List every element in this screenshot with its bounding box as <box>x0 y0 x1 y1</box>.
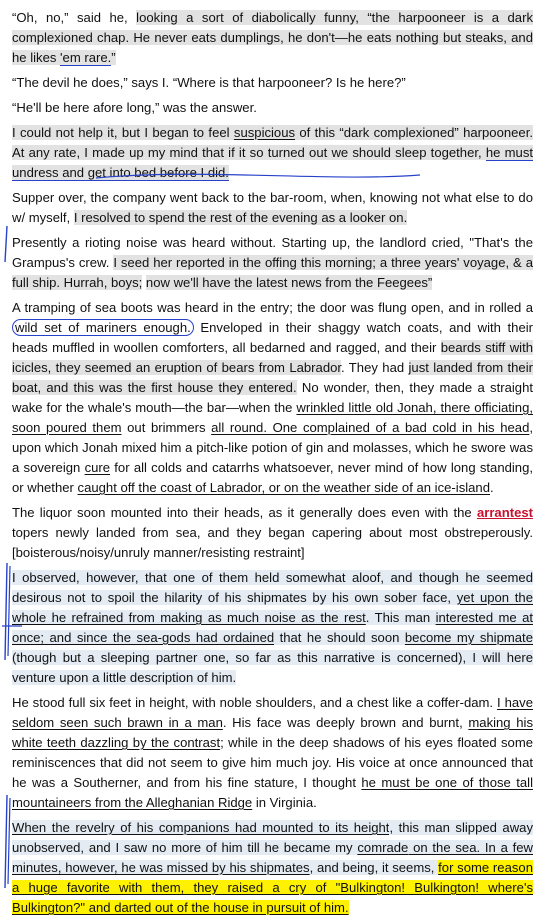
p6-gray-highlight-2: now we'll have the latest news from the Feegees” <box>145 275 433 290</box>
p1-text: “Oh, no,” said he, <box>12 10 137 25</box>
p11-blue-highlight: , this man slipped away unobserved, and I saw no more of him till he became my <box>12 820 533 855</box>
p1-pen-underline: 'em rare. <box>60 50 112 65</box>
p10-underlined: I have seldom seen such brawn in a man <box>12 695 533 730</box>
p7-gray-highlight: beards stiff with icicles, they seemed an eruption of bears from Labrador <box>12 340 533 375</box>
paragraph-1 <box>12 8 533 68</box>
p9-underlined: yet upon the whole he refrained from making as much noise as the rest <box>12 590 533 625</box>
p9-blue-highlight-2: . This man <box>365 610 436 625</box>
p7-underlined: wrinkled little old Jonah, there officiating, soon poured them <box>12 400 534 435</box>
p9-blue-highlight-4: (though but a sleeping partner one, so far as this narrative is concerned), I will here venture upon a little description of him. <box>12 650 533 685</box>
p7-underlined-2: all round. One complained of a bad cold in his head <box>211 420 530 435</box>
p8-text-2: topers newly landed from sea, and they began capering about most obstreperously. [boisterous/noisy/unruly manner/resisting restraint] <box>12 525 533 560</box>
p11-blue-highlight-2: , and being, it seems, <box>309 860 439 875</box>
p7-text-3: . They had <box>341 360 409 375</box>
p10-underlined-3: he must be one of those tall mountaineers from the Alleghanian Ridge <box>12 775 533 810</box>
p7-gray-highlight-2: just landed from their boat, and this was the first house they entered. <box>12 360 533 395</box>
paragraph-10 <box>12 693 533 813</box>
p9-blue-highlight-3: that he should soon <box>274 630 405 645</box>
paragraph-4 <box>12 123 533 183</box>
p1-highlight-text: looking a sort of diabolically funny, <box>136 10 359 25</box>
p11-yellow-highlight: for some reason a huge favorite with them, they raised a cry of "Bulkington! Bulkington! where's Bulkington?" and darted out of the house in pursuit of him. <box>12 860 533 915</box>
paragraph-3: “He'll be here afore long,” was the answer. <box>12 100 257 115</box>
paragraph-7 <box>12 298 533 498</box>
p10-text-2: . His face was deeply brown and burnt, <box>222 715 469 730</box>
p1-gray-highlight <box>136 10 359 25</box>
p10-underlined-2: making his white teeth dazzling by the contrast <box>12 715 533 750</box>
p9-underlined-2: interested me at once; and since the sea-gods had ordained <box>12 610 533 645</box>
p11-underlined: When the revelry of his companions had mounted to its height <box>12 820 390 835</box>
p4-gray-highlight: I could not help it, but I began to feel <box>12 125 234 140</box>
p6-gray-highlight: I seed her reported in the offing this morning; a three years' voyage, & a full ship. Hurrah, boys; <box>12 255 534 290</box>
p7-text: A tramping of sea boots was heard in the entry; the door was flung open, and in rolled a <box>12 300 533 315</box>
paragraph-8 <box>12 503 533 563</box>
p1-gray-highlight-2: “the harpooneer is a dark complexioned chap. He never eats dumplings, he don't—he eats nothing but steaks, and he likes <box>12 10 533 65</box>
p10-text-3: ; while in the deep shadows of his eyes floated some reminiscences that did not seem to give him much joy. His voice at once announced that he was a Southerner, and from his fine stature, I thought <box>12 735 534 790</box>
p11-underlined-comrade: comrade <box>357 840 409 855</box>
p1-close-quote: ” <box>111 50 116 65</box>
pen-margin-bar-p9 <box>5 563 7 660</box>
paragraph-6 <box>12 233 533 293</box>
p9-underlined-3: become my shipmate <box>404 630 533 645</box>
p8-red-word: arrantest <box>476 505 533 520</box>
p5-gray-highlight: I resolved to spend the rest of the evening as a looker on. <box>73 210 408 225</box>
p10-text-4: in Virginia. <box>252 795 317 810</box>
pen-margin-bar-p6 <box>5 226 7 262</box>
p9-blue-highlight: I observed, however, that one of them held somewhat aloof, and though he seemed desirous not to spoil the hilarity of his shipmates by his own sober face, <box>12 570 533 605</box>
p7-underlined-3: caught off the coast of Labrador, or on the weather side of an ice-island <box>77 480 490 495</box>
p7-text-5: out brimmers <box>121 420 212 435</box>
p11-underlined-2: on the sea. In a few minutes, however, he was missed by his shipmates <box>12 840 533 875</box>
p10-text: He stood full six feet in height, with noble shoulders, and a chest like a coffer-dam. <box>12 695 498 710</box>
p4-pen-underline: he must undress and get into bed before I did. <box>12 145 534 180</box>
p7-text-6: , upon which Jonah mixed him a pitch-like potion of gin and molasses, which he swore was a sovereign <box>12 420 533 475</box>
p7-underlined-cure: cure <box>84 460 111 475</box>
paragraph-9 <box>12 568 533 688</box>
paragraph-2: “The devil he does,” says I. “Where is that harpooneer? Is he here?” <box>12 75 406 90</box>
p4-underlined-word: suspicious <box>233 125 296 140</box>
pen-margin-bar-p9-b <box>8 566 10 656</box>
document-page <box>12 8 533 923</box>
p7-text-4: No wonder, then, they made a straight wake for the whale's mouth—the bar—when the <box>12 380 533 415</box>
p7-text-2: Enveloped in their shaggy watch coats, and with their heads muffled in woollen comforters, all bedarned and ragged, and their <box>12 320 534 355</box>
p7-text-7: for all colds and catarrhs whatsoever, never mind of how long standing, or whether <box>12 460 533 495</box>
paragraph-5 <box>12 188 533 228</box>
p6-text: Presently a rioting noise was heard without. Starting up, the landlord cried, "That's the Grampus's crew. <box>12 235 533 270</box>
p7-text-8: . <box>490 480 494 495</box>
p8-text: The liquor soon mounted into their heads, as it generally does even with the <box>12 505 477 520</box>
paragraph-11 <box>12 818 533 918</box>
pen-margin-bar-p11 <box>5 795 7 888</box>
p7-pen-circled: wild set of mariners enough. <box>12 319 194 336</box>
pen-margin-bar-p11-b <box>8 798 10 884</box>
p5-text: Supper over, the company went back to the bar-room, when, knowing not what else to do w/ myself, <box>12 190 533 225</box>
p4-gray-highlight-2: of this “dark complexioned” harpooneer. At any rate, I made up my mind that if it so turned out we should sleep together, <box>12 125 533 160</box>
